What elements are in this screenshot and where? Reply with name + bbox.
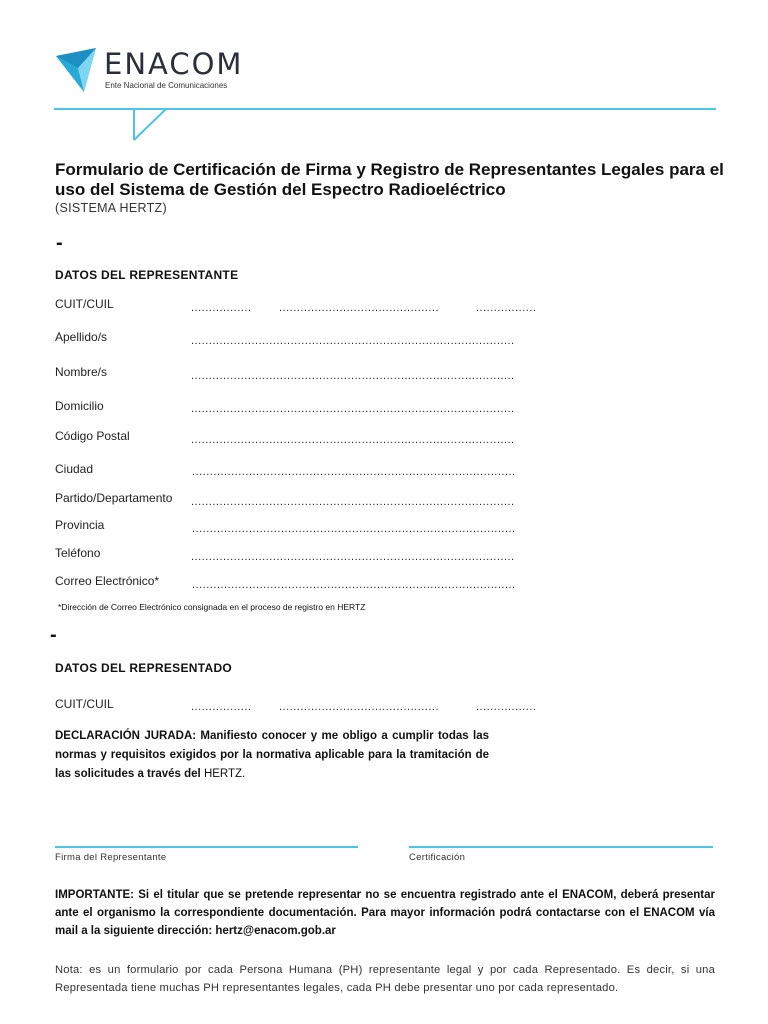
provincia-label: Provincia (55, 518, 105, 532)
form-subtitle: (SISTEMA HERTZ) (55, 201, 167, 215)
correo-footnote: *Dirección de Correo Electrónico consignada en el proceso de registro en HERTZ (58, 602, 366, 612)
brand-tagline: Ente Nacional de Comunicaciones (105, 81, 228, 90)
correo-label: Correo Electrónico* (55, 574, 160, 588)
representado-cuit-part1[interactable]: ................. (191, 701, 252, 713)
header-divider (54, 100, 716, 144)
representado-cuit-part2[interactable]: ............................................. (279, 701, 440, 713)
telefono-input[interactable]: ........................................................................................... (191, 551, 515, 563)
representado-cuit-part3[interactable]: ................. (476, 701, 537, 713)
provincia-input[interactable]: ........................................................................................... (192, 523, 516, 535)
apellido-input[interactable]: ........................................................................................... (191, 335, 515, 347)
declaracion-tail: HERTZ. (203, 768, 246, 780)
nombre-label: Nombre/s (55, 365, 108, 379)
codigo-postal-label: Código Postal (55, 429, 130, 443)
partido-label: Partido/Departamento (55, 491, 173, 505)
cuit-input-part2[interactable]: ............................................. (279, 302, 440, 314)
firma-representante-line[interactable] (55, 846, 358, 848)
section-dash-2: - (50, 624, 57, 646)
form-title: Formulario de Certificación de Firma y Registro de Representantes Legales para el uso del Sistema de Gestión del Espectro Radioeléctrico (55, 160, 724, 199)
correo-input[interactable]: ........................................................................................... (192, 579, 516, 591)
domicilio-input[interactable]: ........................................................................................... (191, 403, 515, 415)
firma-representante-label: Firma del Representante (55, 852, 167, 863)
nombre-input[interactable]: ........................................................................................... (191, 370, 515, 382)
enacom-logo-icon (54, 46, 100, 94)
certificacion-line[interactable] (409, 846, 713, 848)
cuit-input-part1[interactable]: ................. (191, 302, 252, 314)
codigo-postal-input[interactable]: ........................................................................................... (191, 434, 515, 446)
representado-cuit-label: CUIT/CUIL (55, 697, 114, 711)
nota-paragraph: Nota: es un formulario por cada Persona Humana (PH) representante legal y por cada Representado. Es decir, si una Representada tiene muchas PH representantes legales, cada PH debe presentar uno por cada representado. (55, 964, 715, 994)
brand-name: ENACOM (104, 47, 244, 81)
domicilio-label: Domicilio (55, 399, 104, 413)
partido-input[interactable]: ........................................................................................... (191, 496, 515, 508)
apellido-label: Apellido/s (55, 330, 108, 344)
section-heading-representante: DATOS DEL REPRESENTANTE (55, 268, 239, 282)
cuit-label: CUIT/CUIL (55, 297, 114, 311)
declaracion-text: DECLARACIÓN JURADA: Manifiesto conocer y me obligo a cumplir todas las normas y requisitos exigidos por la normativa aplicable para la tramitación de las solicitudes a través del (55, 730, 489, 780)
ciudad-input[interactable]: ........................................................................................... (192, 466, 516, 478)
cuit-input-part3[interactable]: ................. (476, 302, 537, 314)
section-dash-1: - (56, 232, 63, 254)
ciudad-label: Ciudad (55, 462, 94, 476)
certificacion-label: Certificación (409, 852, 466, 863)
telefono-label: Teléfono (55, 546, 101, 560)
declaracion-jurada (55, 727, 489, 784)
important-notice: IMPORTANTE: Si el titular que se pretende representar no se encuentra registrado ante el ENACOM, deberá presentar ante el organismo la correspondiente documentación. Para mayor información podrá contactarse con el ENACOM vía mail a la siguiente dirección: hertz@enacom.gob.ar (55, 889, 715, 937)
section-heading-representado: DATOS DEL REPRESENTADO (55, 661, 233, 675)
